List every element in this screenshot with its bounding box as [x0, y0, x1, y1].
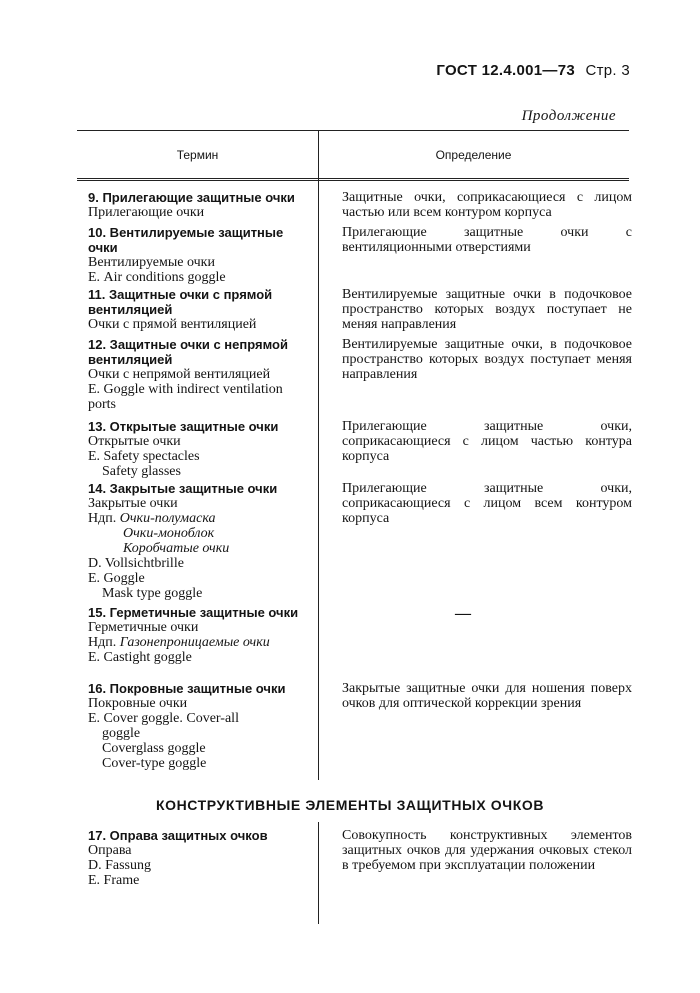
section-table — [80, 828, 632, 898]
term-synonym: Прилегающие очки — [88, 205, 205, 220]
ndp-term: Очки-моноблок — [123, 526, 215, 541]
ndp-term: Очки-полумаска — [119, 511, 216, 526]
table-row — [80, 337, 632, 419]
table-row — [80, 481, 632, 605]
term-deprecated — [80, 511, 308, 526]
term-definition: Прилегающие защитные очки, соприкасающиеся с лицом всем контуром корпуса — [342, 481, 632, 526]
term-foreign-cont: Mask type goggle — [102, 586, 203, 601]
term-foreign: Е. Goggle with indirect ventilation ports — [88, 382, 283, 412]
term-synonym: Оправа — [88, 843, 132, 858]
term-heading: 14. Закрытые защитные очки — [88, 481, 278, 496]
table-row — [80, 681, 632, 773]
term-foreign-cont: Coverglass goggle — [102, 741, 206, 756]
ndp-term: Коробчатые очки — [123, 541, 230, 556]
term-heading: 13. Открытые защитные очки — [88, 419, 279, 434]
term-foreign: Е. Cover goggle. Cover-all — [88, 711, 239, 726]
term-foreign: Е. Safety spectacles — [88, 449, 200, 464]
term-synonym: Покровные очки — [88, 696, 188, 711]
term-foreign: D. Fassung — [88, 858, 152, 873]
term-foreign: E. Frame — [88, 873, 140, 888]
term-definition: Прилегающие защитные очки, соприкасающиеся с лицом частью контура корпуса — [342, 419, 632, 464]
term-definition: Совокупность конструктивных элементов защитных очков для удержания очковых стекол в требуемом при эксплуатации положении — [342, 828, 632, 873]
term-synonym: Открытые очки — [88, 434, 181, 449]
table-row — [80, 605, 632, 681]
term-synonym: Герметичные очки — [88, 620, 199, 635]
term-heading: 9. Прилегающие защитные очки — [88, 190, 295, 205]
term-definition: Вентилируемые защитные очки, в подочковое пространство которых воздух поступает меняя направления — [342, 337, 632, 382]
term-definition: Закрытые защитные очки для ношения поверх очков для оптической коррекции зрения — [342, 681, 632, 711]
table-row — [80, 225, 632, 287]
terms-table — [80, 190, 632, 773]
term-foreign: Е. Castight goggle — [88, 650, 192, 665]
term-heading: 16. Покровные защитные очки — [88, 681, 286, 696]
page-header — [436, 62, 630, 79]
term-foreign-cont: Safety glasses — [102, 464, 181, 479]
term-heading: 10. Вентилируемые защитные очки — [88, 225, 284, 255]
section-title: КОНСТРУКТИВНЫЕ ЭЛЕМЕНТЫ ЗАЩИТНЫХ ОЧКОВ — [155, 797, 545, 813]
term-foreign: Е. Goggle — [88, 571, 145, 586]
term-heading: 11. Защитные очки с прямой вентиляцией — [88, 287, 273, 317]
column-header-term: Термин — [176, 147, 219, 162]
table-row — [80, 190, 632, 225]
page-number: Стр. 3 — [585, 62, 630, 79]
term-definition: Вентилируемые защитные очки в подочковое пространство которых воздух поступает не меняя направления — [342, 287, 632, 332]
term-foreign-cont: goggle — [102, 726, 141, 741]
term-synonym: Вентилируемые очки — [88, 255, 215, 270]
ndp-term: Газонепроницаемые очки — [119, 635, 270, 650]
term-synonym: Закрытые очки — [88, 496, 178, 511]
term-synonym: Очки с прямой вентиляцией — [88, 317, 257, 332]
table-row — [80, 828, 632, 898]
term-heading: 17. Оправа защитных очков — [88, 828, 268, 843]
term-foreign-cont: Cover-type goggle — [102, 756, 207, 771]
column-header-definition: Определение — [435, 147, 512, 162]
term-foreign: Е. Air conditions goggle — [88, 270, 226, 285]
table-row — [80, 419, 632, 481]
terms-table-header — [77, 130, 629, 181]
term-foreign: D. Vollsichtbrille — [88, 556, 184, 571]
term-deprecated — [80, 635, 308, 650]
table-row — [80, 287, 632, 337]
term-definition: Прилегающие защитные очки с вентиляционными отверстиями — [342, 225, 632, 255]
term-heading: 12. Защитные очки с непрямой вентиляцией — [88, 337, 288, 367]
continuation-label: Продолжение — [521, 108, 616, 124]
ndp-label: Ндп. — [88, 511, 117, 526]
term-synonym: Очки с непрямой вентиляцией — [88, 367, 271, 382]
document-id: ГОСТ 12.4.001—73 — [436, 62, 575, 79]
ndp-label: Ндп. — [88, 635, 117, 650]
term-heading: 15. Герметичные защитные очки — [88, 605, 299, 620]
term-definition: Защитные очки, соприкасающиеся с лицом частью или всем контуром корпуса — [342, 190, 632, 220]
term-definition: — — [455, 605, 471, 622]
